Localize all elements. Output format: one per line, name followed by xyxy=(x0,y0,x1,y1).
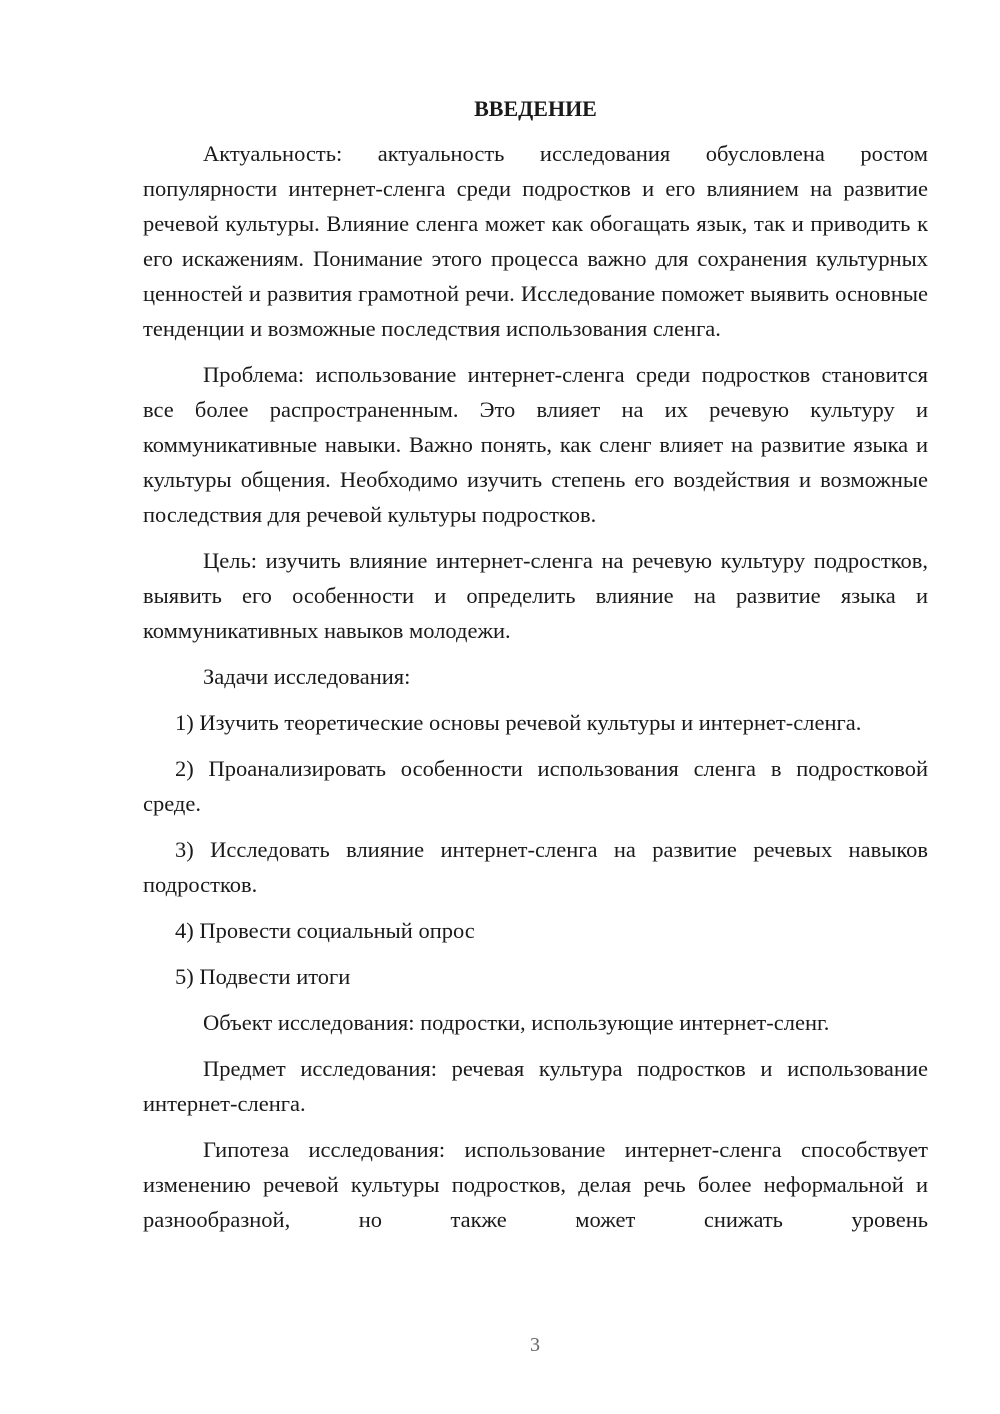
task-item-1: 1) Изучить теоретические основы речевой культуры и интернет-сленга. xyxy=(175,710,862,735)
tasks-title: Задачи исследования: xyxy=(203,664,411,689)
task-item-4: 4) Провести социальный опрос xyxy=(175,918,475,943)
section-heading: ВВЕДЕНИЕ xyxy=(474,96,597,121)
paragraph-object: Объект исследования: подростки, использующие интернет-сленг. xyxy=(203,1010,830,1035)
paragraph-subject: Предмет исследования: речевая культура подростков и использование интернет-сленга. xyxy=(143,1056,928,1116)
task-item-2: 2) Проанализировать особенности использования сленга в подростковой среде. xyxy=(143,756,928,816)
paragraph-goal: Цель: изучить влияние интернет-сленга на речевую культуру подростков, выявить его особенности и определить влияние на развитие языка и коммуникативных навыков молодежи. xyxy=(143,548,928,643)
paragraph-relevance: Актуальность: актуальность исследования обусловлена ростом популярности интернет-сленга среди подростков и его влиянием на развитие речевой культуры. Влияние сленга может как обогащать язык, так и приводить к его искажениям. Понимание этого процесса важно для сохранения культурных ценностей и развития грамотной речи. Исследование поможет выявить основные тенденции и возможные последствия использования сленга. xyxy=(143,141,928,341)
task-item-5: 5) Подвести итоги xyxy=(175,964,351,989)
task-item-3: 3) Исследовать влияние интернет-сленга на развитие речевых навыков подростков. xyxy=(143,837,928,897)
page-number: 3 xyxy=(530,1334,540,1356)
paragraph-problem: Проблема: использование интернет-сленга среди подростков становится все более распространенным. Это влияет на их речевую культуру и коммуникативные навыки. Важно понять, как сленг влияет на развитие языка и культуры общения. Необходимо изучить степень его воздействия и возможные последствия для речевой культуры подростков. xyxy=(143,362,928,527)
paragraph-hypothesis: Гипотеза исследования: использование интернет-сленга способствует изменению речевой культуры подростков, делая речь более неформальной и разнообразной, но также может снижать уровень xyxy=(143,1137,928,1232)
page-content xyxy=(143,94,928,1248)
